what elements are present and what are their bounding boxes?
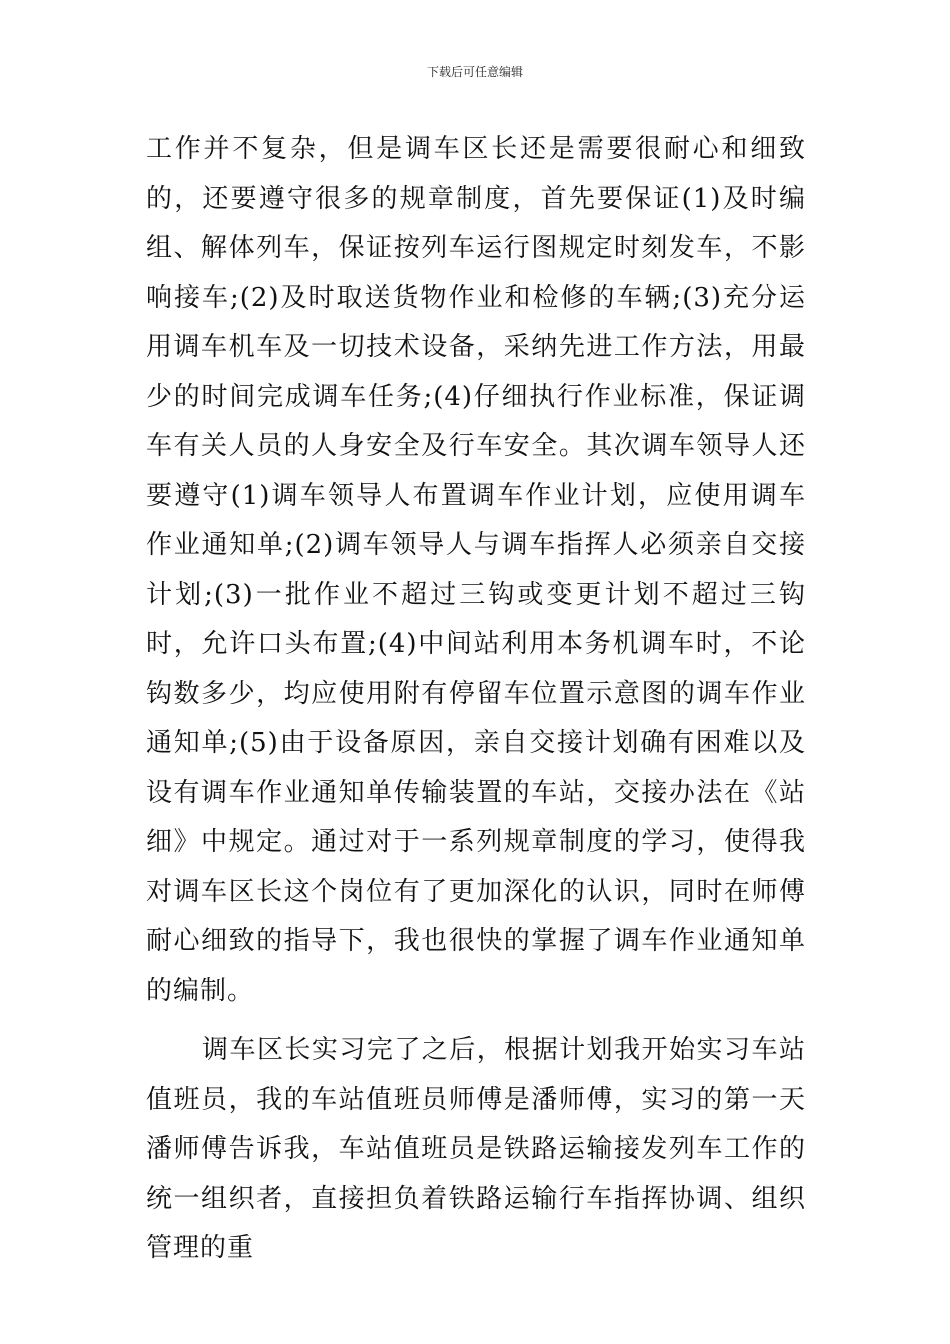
body-paragraph-1: 工作并不复杂，但是调车区长还是需要很耐心和细致的，还要遵守很多的规章制度，首先要保证(1)及时编组、解体列车，保证按列车运行图规定时刻发车，不影响接车;(2)及时取送货物作业和检修的车辆;(3)充分运用调车机车及一切技术设备，采纳先进工作方法，用最少的时间完成调车任务;(4)仔细执行作业标准，保证调车有关人员的人身安全及行车安全。其次调车领导人还要遵守(1)调车领导人布置调车作业计划，应使用调车作业通知单;(2)调车领导人与调车指挥人必须亲自交接计划;(3)一批作业不超过三钩或变更计划不超过三钩时，允许口头布置;(4)中间站利用本务机调车时，不论钩数多少，均应使用附有停留车位置示意图的调车作业通知单;(5)由于设备原因，亲自交接计划确有困难以及设有调车作业通知单传输装置的车站，交接办法在《站细》中规定。通过对于一系列规章制度的学习，使得我对调车区长这个岗位有了更加深化的认识，同时在师傅耐心细致的指导下，我也很快的掌握了调车作业通知单的编制。 (146, 134, 806, 1006)
body-paragraph-2: 调车区长实习完了之后，根据计划我开始实习车站值班员，我的车站值班员师傅是潘师傅，实习的第一天潘师傅告诉我，车站值班员是铁路运输接发列车工作的统一组织者，直接担负着铁路运输行车指挥协调、组织管理的重 (146, 1035, 806, 1263)
page-header: 下载后可任意编辑 (426, 65, 523, 79)
